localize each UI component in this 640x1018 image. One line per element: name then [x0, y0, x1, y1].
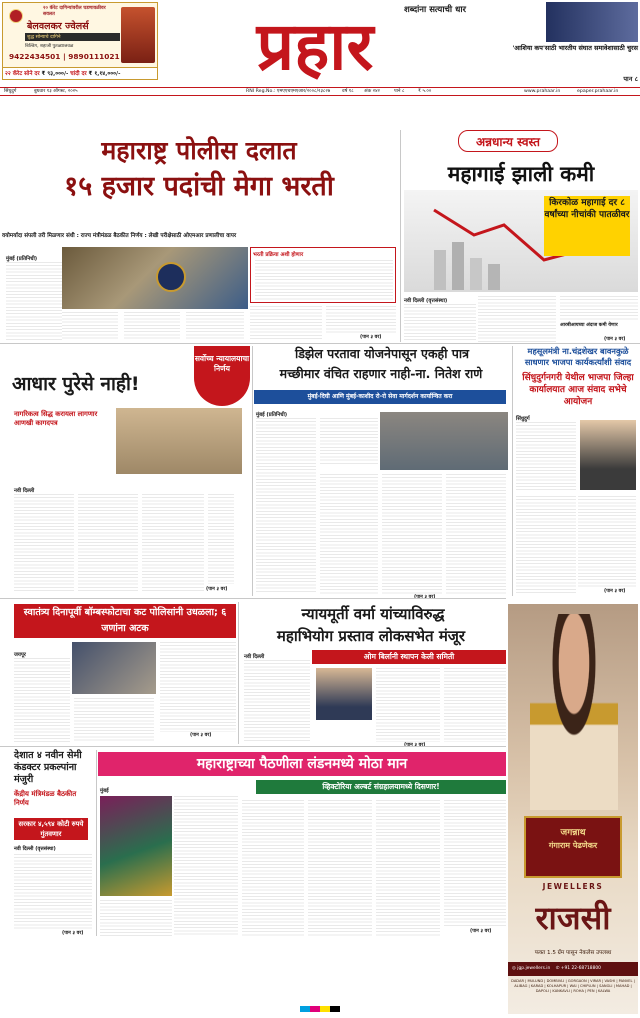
- bawankule-strap: सिंधुदुर्गनगरी येथील भाजपा जिल्हा कार्यालयात आज संवाद सभेचे आयोजन: [522, 373, 634, 407]
- instagram-icon: ◎: [512, 966, 516, 971]
- independence-continued: (पान ३ वर): [190, 733, 212, 738]
- lead-column-5: [250, 306, 322, 340]
- column-rule: [238, 602, 239, 744]
- jgp-brand-line2: गंगाराम पेढणेकर: [548, 841, 598, 850]
- independence-column-1: [14, 658, 70, 742]
- jgp-brand-line1: जगन्नाथ: [560, 828, 586, 838]
- paithani-column-6: [444, 800, 506, 928]
- fishermen-headline-line2: मच्छीमार वंचित राहणार नाही-ना. नितेश राणे: [279, 366, 483, 381]
- inflation-column-1: [404, 304, 476, 342]
- inflation-column-3: [560, 296, 638, 320]
- aadhaar-subhead: नागरिकत्व सिद्ध करायला लागणार आणखी कागदपत्र: [14, 410, 98, 427]
- top-jewellery-ad[interactable]: [2, 2, 158, 80]
- paithani-column-2: [100, 900, 172, 936]
- inflation-continued: (पान ३ वर): [604, 337, 626, 342]
- jewel-contact-strip: [508, 962, 638, 976]
- inflation-subhead: आरबीआयच्या अंदाज कमी येणार: [560, 323, 618, 328]
- independence-headline: स्वातंत्र्य दिनापूर्वी बॉम्बस्फोटाचा कट पोलिसांनी उधळला; ६ जणांना अटक: [14, 604, 236, 638]
- bawankule-column-3: [578, 496, 636, 588]
- lead-continued: (पान ३ वर): [360, 335, 382, 340]
- aadhaar-dateline: नवी दिल्ली: [14, 488, 35, 494]
- independence-dateline: जयपूर: [14, 652, 26, 658]
- bawankule-column-2: [516, 496, 576, 594]
- paithani-headline: महाराष्ट्राच्या पैठणीला लंडनमध्ये मोठा मान: [98, 752, 506, 776]
- paithani-continued: (पान ३ वर): [470, 929, 492, 934]
- paithani-strap: व्हिक्टोरिया अल्बर्ट संग्रहालयामध्ये दिसणार!: [256, 780, 506, 794]
- ad-subtitle: शुद्ध सोन्याचे दागिने: [25, 33, 120, 41]
- column-rule: [96, 750, 97, 936]
- fishermen-headline-line1: डिझेल परतावा योजनेपासून एकही पात्र: [294, 346, 470, 361]
- fishermen-column-1: [256, 418, 316, 594]
- recruitment-box-title: भरती प्रक्रिया अशी होणार: [253, 252, 304, 258]
- aadhaar-continued: (पान ३ वर): [206, 587, 228, 592]
- impeachment-headline-line2: महाभियोग प्रस्ताव लोकसभेत मंजूर: [276, 627, 466, 645]
- jewel-offer-text: फक्त 1.5 ग्रॅम पासून नेकलेस उपलब्ध: [534, 950, 612, 956]
- paithani-saree-photo: [100, 796, 172, 896]
- lead-dateline: मुंबई (प्रतिनिधी): [6, 256, 38, 262]
- aadhaar-column-3: [142, 494, 204, 592]
- silver-rate-label: चांदी दर: [70, 71, 87, 77]
- meeting-photo: [380, 412, 508, 470]
- impeachment-column-2: [376, 668, 440, 742]
- arrest-photo: [72, 642, 156, 694]
- police-parade-photo: [62, 247, 248, 309]
- ad-address: बिल्डिंग, शहाजी पुतळ्याजवळ: [25, 44, 74, 49]
- lead-headline-line2: १५ हजार पदांची मेगा भरती: [64, 171, 334, 202]
- paithani-column-1: [174, 796, 238, 936]
- police-badge-icon: [156, 262, 186, 292]
- semiconductor-amount-box: सरकार ४,५९४ कोटी रुपये गुंतवणार: [14, 818, 88, 840]
- bawankule-column-1: [516, 422, 576, 492]
- jewellery-ad[interactable]: [508, 604, 638, 1014]
- ad-offer-text: २० कॅरेट दागिन्यांवरील घडणावळीवर सवलत: [43, 6, 106, 17]
- semiconductor-continued: (पान ३ वर): [62, 931, 84, 936]
- semiconductor-headline: देशात ४ नवीन सेमी कंडक्टर प्रकल्पांना मंजुरी: [14, 750, 82, 785]
- inflation-column-2: [478, 296, 556, 342]
- lead-column-1: [6, 262, 62, 340]
- jewel-social[interactable]: jgp.jewellers.in: [517, 966, 551, 971]
- aadhaar-column-4: [208, 494, 234, 584]
- edition-name: सिंधुदुर्ग: [4, 89, 17, 94]
- impeachment-column-3: [444, 668, 506, 742]
- paithani-dateline: मुंबई: [100, 788, 109, 794]
- semiconductor-dateline: नवी दिल्ली (वृत्तसंस्था): [14, 846, 56, 852]
- recruitment-process-box: [250, 247, 396, 303]
- impeachment-dateline: नवी दिल्ली: [244, 654, 265, 660]
- phone-icon: ✆: [555, 966, 560, 971]
- lead-headline-line1: महाराष्ट्र पोलीस दलात: [101, 136, 297, 165]
- fishermen-dateline: मुंबई (प्रतिनिधी): [256, 412, 288, 418]
- price: ₹ ५.००: [418, 89, 432, 94]
- paithani-column-4: [308, 800, 372, 936]
- column-rule: [512, 346, 513, 596]
- independence-column-3: [160, 642, 236, 732]
- lead-column-2: [62, 312, 118, 340]
- recruitment-box-text: [255, 260, 393, 300]
- bawankule-dateline: सिंधुदुर्ग: [516, 416, 530, 422]
- issue-number: अंक २४२: [364, 89, 380, 94]
- ad-phones: 9422434501 | 9890111021: [9, 52, 120, 61]
- impeachment-headline-line1: न्यायमूर्ती वर्मा यांच्याविरुद्ध: [301, 605, 445, 623]
- column-rule: [252, 346, 253, 596]
- semiconductor-column: [14, 854, 92, 930]
- promo-headline: 'आशिया कप'साठी भारतीय संघात समावेशासाठी चुरस: [512, 44, 638, 52]
- gold-rate-label: २२ कॅरेट सोने दर: [5, 71, 40, 77]
- om-birla-portrait: [316, 668, 372, 720]
- issue-date: बुधवार १३ ऑगस्ट, २०२५: [34, 89, 78, 94]
- lead-column-4: [186, 312, 244, 340]
- silver-rate-value: ₹ १,१४,०००/-: [88, 71, 121, 77]
- page-count: पाने ८: [394, 89, 405, 94]
- impeachment-column-1: [244, 660, 310, 742]
- inflation-callout: किरकोळ महागाई दर ८ वर्षांच्या नीचांकी पातळीवर: [544, 196, 630, 256]
- semiconductor-subhead: केंद्रीय मंत्रिमंडळ बैठकीत निर्णय: [14, 790, 77, 807]
- fishermen-continued: [414, 594, 435, 600]
- impeachment-continued: [404, 742, 425, 748]
- volume: वर्ष १८: [342, 89, 354, 94]
- ad-model-image: [530, 614, 618, 810]
- epaper-link[interactable]: epaper.prahaar.in: [577, 89, 619, 94]
- inflation-dateline: नवी दिल्ली (वृत्तसंस्था): [404, 298, 448, 304]
- lead-column-6: [326, 306, 396, 334]
- section-rule: [0, 343, 640, 344]
- fishermen-column-3: [320, 474, 378, 594]
- rajsi-collection: राजसी: [535, 899, 611, 937]
- fishermen-column-4: [382, 474, 442, 594]
- bawankule-portrait: [580, 420, 636, 490]
- website-link[interactable]: www.prahaar.in: [524, 89, 561, 94]
- dateline-bar: [0, 87, 640, 96]
- lead-column-3: [124, 312, 180, 340]
- fishermen-strap: मुंबई-दिघी आणि मुंबई-काशीद रो-रो सेवा मार्गदर्शन कार्यान्वित करा: [254, 390, 506, 404]
- right-promo[interactable]: [512, 2, 638, 88]
- jgp-logo-box: [524, 816, 622, 878]
- ad-model-photo: [121, 7, 155, 63]
- lead-strap: वयोमर्यादा संपली तरी मिळणार संधी : राज्य मंत्रीमंडळ बैठकीत निर्णय : लेखी परीक्षेसाठी ओएमआर प्रणालीचा वापर: [2, 233, 237, 239]
- section-rule: [0, 746, 506, 747]
- supreme-court-badge: सर्वोच्च न्यायालयाचा निर्णय: [194, 346, 250, 406]
- jewel-phone[interactable]: +91 22-68718800: [560, 966, 601, 971]
- aadhaar-column-2: [78, 494, 138, 592]
- jgp-brand-en: JEWELLERS: [542, 882, 604, 891]
- section-rule: [0, 598, 506, 599]
- inflation-kicker: अन्नधान्य स्वस्त: [458, 130, 558, 152]
- supreme-court-photo: [116, 408, 242, 474]
- gold-rate-strip: [3, 67, 157, 79]
- bawankule-continued: (पान ३ वर): [604, 589, 626, 594]
- bawankule-headline: महसूलमंत्री ना.चंद्रशेखर बावनकुळे साधणार भाजपा कार्यकर्त्यांशी संवाद: [524, 346, 632, 367]
- paithani-column-3: [242, 800, 304, 936]
- inflation-headline: महागाई झाली कमी: [447, 162, 595, 186]
- independence-column-2: [74, 698, 154, 742]
- gold-rate-value: ₹ ९३,०००/-: [41, 71, 69, 77]
- promo-cricket-photo: [546, 2, 638, 42]
- fishermen-column-2: [320, 418, 378, 466]
- column-rule: [400, 130, 401, 342]
- promo-page-ref: पान ८: [623, 75, 638, 83]
- masthead-tagline: शब्दांना सत्याची धार: [403, 5, 466, 15]
- paithani-column-5: [376, 800, 440, 936]
- aadhaar-headline: आधार पुरेसे नाही!: [12, 373, 140, 395]
- jewel-locations: DADAR | MULUND | DOMBIVLI | GORGAON | VIRAR | VASHI | PANVEL | ALIBAG | KARAD | KOLHAPUR | WAI | CHIPLUN | SANGLI | MAHAD | DAPOLI | KANKAVLI | ROHA | PEN | KALWA: [511, 979, 635, 993]
- aadhaar-column-1: [14, 494, 74, 592]
- fishermen-column-5: [446, 474, 506, 594]
- rni-number: RNI Reg.No.: एमएएचएमएआर/२००८/२३८२७: [246, 89, 331, 94]
- ad-brand-name: बेलवलकर ज्वेलर्स: [27, 21, 89, 32]
- impeachment-strap: ओम बिर्लानी स्थापन केली समिती: [312, 650, 506, 664]
- ad-logo-icon: [9, 9, 23, 23]
- print-color-strip: [300, 1006, 340, 1012]
- masthead-title: प्रहार: [256, 8, 374, 85]
